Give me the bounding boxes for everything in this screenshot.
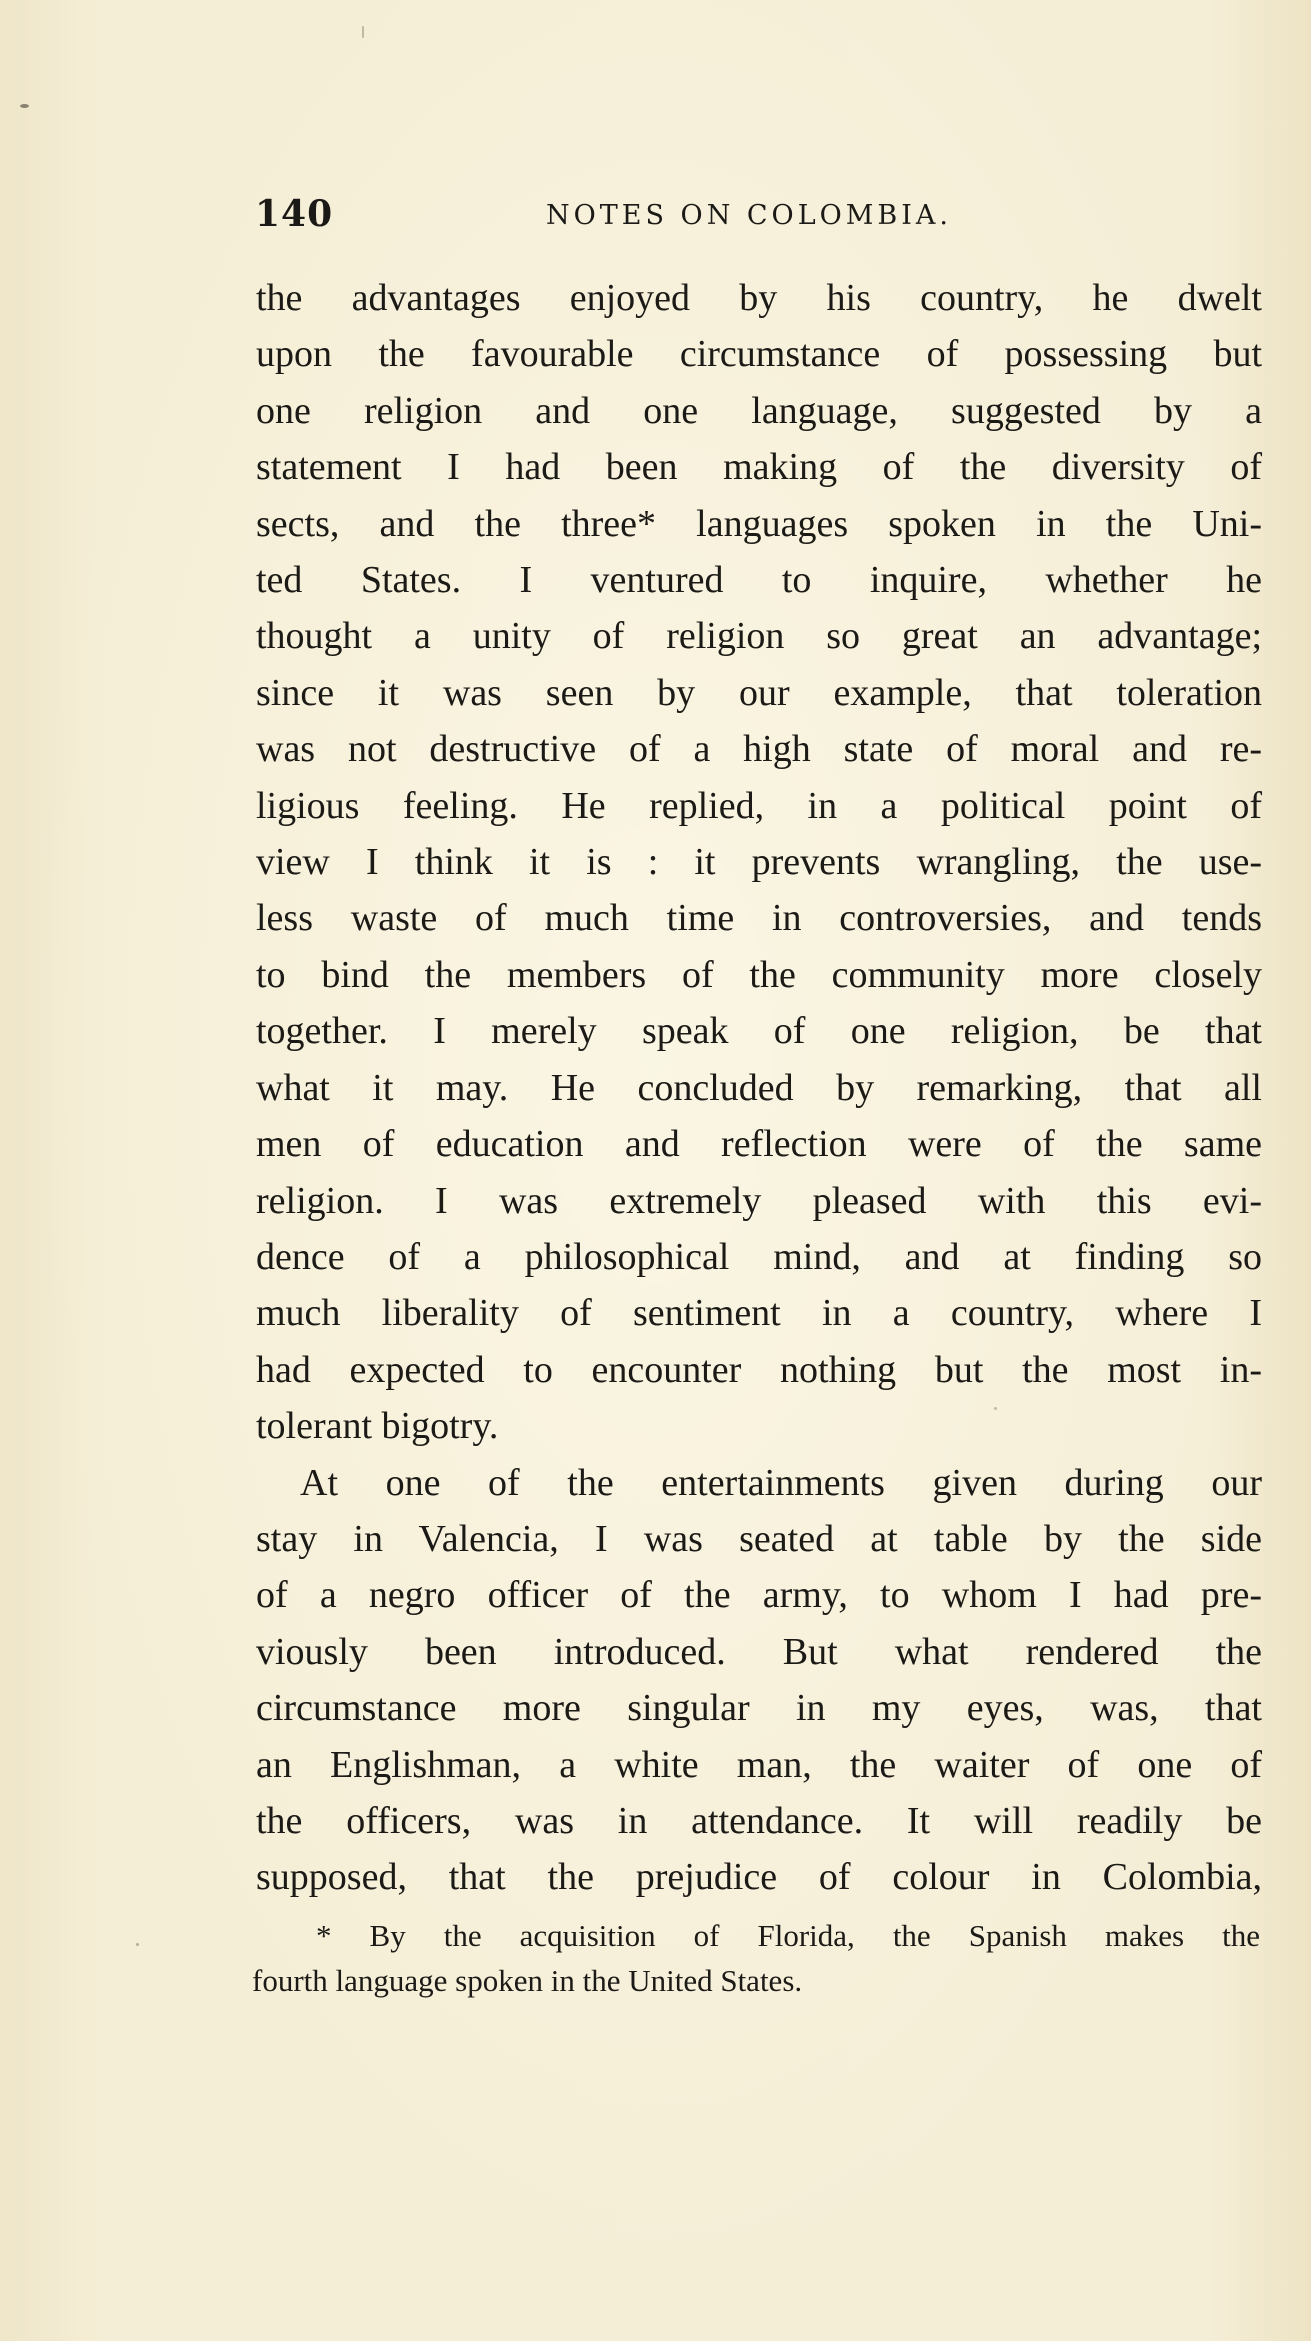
text-line: supposed, that the prejudice of colour in Colombia, <box>256 1856 1262 1899</box>
paper-speck <box>20 104 29 108</box>
text-line: of a negro officer of the army, to whom I had pre- <box>256 1574 1262 1617</box>
footnote-line: fourth language spoken in the United States. <box>252 1963 803 1998</box>
page-header <box>255 190 1255 240</box>
text-line: the officers, was in attendance. It will readily be <box>256 1799 1262 1842</box>
text-line: to bind the members of the community more closely <box>256 953 1262 996</box>
paper-speck <box>136 1943 139 1946</box>
page-number: 140 <box>255 193 334 235</box>
footnote <box>252 1913 1260 2003</box>
text-line: statement I had been making of the diversity of <box>256 446 1262 489</box>
text-line: an Englishman, a white man, the waiter of one of <box>256 1743 1262 1786</box>
text-line: the advantages enjoyed by his country, he dwelt <box>256 277 1262 319</box>
text-line: circumstance more singular in my eyes, was, that <box>256 1687 1262 1730</box>
text-line: what it may. He concluded by remarking, that all <box>256 1066 1262 1109</box>
text-line: ted States. I ventured to inquire, whether he <box>256 559 1262 602</box>
text-line: was not destructive of a high state of moral and re- <box>256 728 1262 771</box>
paper-speck <box>362 26 364 38</box>
text-line: thought a unity of religion so great an advantage; <box>256 615 1262 658</box>
text-line: ligious feeling. He replied, in a political point of <box>256 784 1262 827</box>
text-line: sects, and the three* languages spoken in the Uni- <box>256 502 1262 545</box>
text-line: together. I merely speak of one religion, be that <box>256 1010 1262 1053</box>
text-line: upon the favourable circumstance of possessing but <box>256 333 1262 376</box>
text-line: had expected to encounter nothing but the most in- <box>256 1348 1262 1391</box>
text-line: religion. I was extremely pleased with this evi- <box>256 1179 1262 1222</box>
body-text <box>256 270 1262 1906</box>
running-head: NOTES ON COLOMBIA. <box>546 200 952 231</box>
text-line: one religion and one language, suggested by a <box>256 389 1262 432</box>
text-line: less waste of much time in controversies, and tends <box>256 897 1262 940</box>
footnote-line: * By the acquisition of Florida, the Spanish makes the <box>316 1918 1260 1953</box>
text-line: men of education and reflection were of the same <box>256 1123 1262 1166</box>
text-line: tolerant bigotry. <box>256 1405 499 1448</box>
text-line: dence of a philosophical mind, and at finding so <box>256 1235 1262 1278</box>
text-line: stay in Valencia, I was seated at table by the side <box>256 1517 1262 1560</box>
text-line: much liberality of sentiment in a country, where I <box>256 1292 1262 1335</box>
text-line: view I think it is : it prevents wrangling, the use- <box>256 841 1262 884</box>
text-line: since it was seen by our example, that toleration <box>256 671 1262 714</box>
text-line: At one of the entertainments given during our <box>300 1461 1262 1504</box>
text-line: viously been introduced. But what rendered the <box>256 1630 1262 1673</box>
